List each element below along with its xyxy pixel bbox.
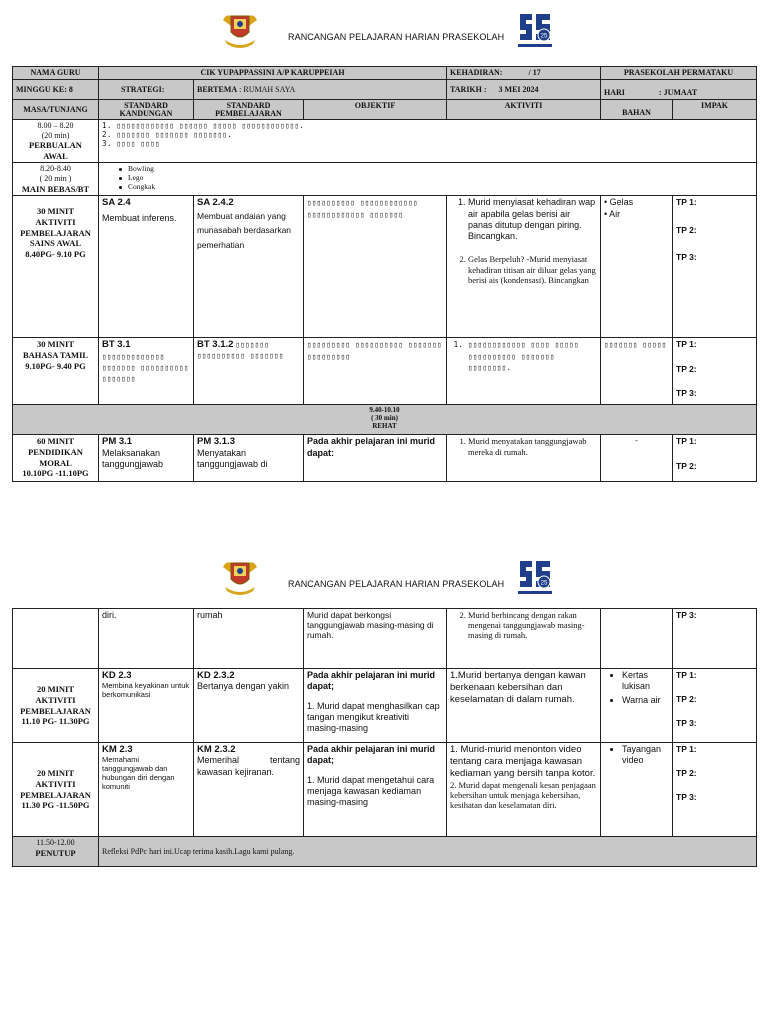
- kd-sk: [99, 669, 194, 743]
- tp1-label: TP 1:: [676, 670, 697, 680]
- kd-sp-code: KD 2.3.2: [197, 670, 235, 681]
- page-header-2: [0, 557, 768, 601]
- tarikh-cell: [447, 80, 601, 100]
- list-item: • Gelas: [604, 197, 634, 208]
- row-sains-awal: [13, 196, 757, 338]
- row-pendidikan-moral: [13, 435, 757, 482]
- tp1-label: TP 1:: [676, 436, 697, 447]
- sains-sp: [194, 196, 304, 338]
- km-sp-code: KM 2.3.2: [197, 744, 236, 755]
- info-row-2: [13, 80, 757, 100]
- km-sk: [99, 743, 194, 837]
- mainbebas-duration: ( 20 min ): [39, 173, 72, 183]
- list-item: 1. ▯▯▯▯▯▯▯▯▯▯▯▯ ▯▯▯▯ ▯▯▯▯▯ ▯▯▯▯▯▯▯▯▯▯ ▯▯▯▯▯▯▯ ▯▯▯▯▯▯▯▯.: [468, 339, 597, 373]
- hari-cell: [601, 80, 757, 100]
- svg-text:25: 25: [540, 33, 548, 40]
- moral-cont-aktiviti: [447, 609, 601, 669]
- sains-sp-code: SA 2.4.2: [197, 197, 234, 209]
- list-item: • Kertas lukisan: [622, 670, 669, 693]
- tp2-label: TP 2:: [676, 768, 697, 779]
- sains-sk-code: SA 2.4: [102, 197, 131, 209]
- tp2-label: TP 2:: [676, 460, 697, 471]
- program-logo-icon: [516, 10, 554, 50]
- hari-label: HARI: [604, 88, 625, 98]
- km-sp-text: Memerihal tentang kawasan kejiranan.: [197, 755, 300, 777]
- mainbebas-name: MAIN BEBAS/BT: [21, 183, 90, 194]
- strategi-label: STRATEGI:: [99, 80, 194, 100]
- tamil-sp-text: ▯▯▯▯▯▯▯ ▯▯▯▯▯▯▯▯▯▯ ▯▯▯▯▯▯▯: [197, 340, 284, 360]
- km-aktiviti-2: 2. Murid dapat mengenali kesan penjagaan kebersihan untuk menjaga kebersihan, kesihatan dan keselamatan diri.: [450, 779, 596, 810]
- nama-guru-label: NAMA GURU: [13, 67, 99, 80]
- perbualan-content: [99, 120, 757, 163]
- col-standard-kandungan: STANDARD KANDUNGAN: [99, 100, 194, 120]
- mainbebas-time: 8.20-8.40: [40, 164, 71, 174]
- page-header-1: [0, 10, 768, 54]
- row-rehat: [13, 405, 757, 435]
- sains-aktiviti: [447, 196, 601, 338]
- kd-sp: [194, 669, 304, 743]
- list-item: • Warna air: [622, 695, 669, 706]
- list-item: Lego: [115, 173, 753, 182]
- moral-sk-code: PM 3.1: [102, 436, 133, 448]
- tp2-label: TP 2:: [676, 694, 697, 705]
- km-aktiviti: [447, 743, 601, 837]
- col-impak: IMPAK: [673, 100, 757, 120]
- sains-sp-text: Membuat andaian yang munasabah berdasarkan pemerhatian: [197, 210, 292, 250]
- list-item: Bowling: [115, 164, 753, 173]
- info-row-1: [13, 67, 757, 80]
- list-item: • Air: [604, 208, 621, 219]
- ministry-crest-icon: [221, 557, 259, 597]
- tamil-sp: [194, 338, 304, 405]
- km-objektif-text: 1. Murid dapat mengetahui cara menjaga kawasan kediaman masing-masing: [307, 774, 435, 807]
- minggu-value: 8: [68, 84, 73, 94]
- km-time-cell: [13, 743, 99, 837]
- moral-bahan: -: [601, 435, 673, 482]
- rehat-duration: ( 30 min): [371, 414, 398, 423]
- col-bahan: BAHAN: [601, 100, 673, 120]
- tp1-label: TP 1:: [676, 197, 697, 208]
- moral-aktiviti: [447, 435, 601, 482]
- km-impak: [673, 743, 757, 837]
- list-item: Congkak: [115, 182, 753, 191]
- minggu-cell: [13, 80, 99, 100]
- rehat-time: 9.40-10.10: [369, 406, 400, 415]
- moral-cont-sk: diri.: [99, 609, 194, 669]
- svg-text:25: 25: [540, 580, 548, 587]
- sains-impak: [673, 196, 757, 338]
- kd-sk-code: KD 2.3: [102, 670, 132, 681]
- tp3-label: TP 3:: [676, 610, 697, 620]
- sains-bahan: [601, 196, 673, 338]
- list-item: 3. ▯▯▯▯ ▯▯▯▯: [102, 139, 160, 148]
- lesson-plan-table-1: [12, 66, 757, 482]
- bertema-label: BERTEMA: [197, 84, 238, 94]
- tp3-label: TP 3:: [676, 792, 697, 803]
- nama-guru-value: CIK YUPAPPASSINI A/P KARUPPEIAH: [99, 67, 447, 80]
- perbualan-name: PERBUALAN AWAL: [29, 140, 82, 161]
- moral-sp-text: Menyatakan tanggungjawab di: [197, 447, 268, 470]
- list-item: 1. Murid menyiasat kehadiran wap air apabila gelas berisi air panas ditutup dengan piring. Bincangkan.: [468, 197, 597, 242]
- km-name: AKTIVITI PEMBELAJARAN: [20, 778, 91, 800]
- list-item: 2. Gelas Berpeluh? -Murid menyiasat kehadiran titisan air diluar gelas yang berisi ais (kondensasi). Bincangkan: [468, 254, 597, 285]
- moral-name: PENDIDIKAN MORAL: [28, 446, 83, 468]
- bertema-cell: [194, 80, 447, 100]
- tamil-sp-code: BT 3.1.2: [197, 339, 234, 351]
- moral-cont-sp: rumah: [194, 609, 304, 669]
- col-aktiviti: AKTIVITI: [447, 100, 601, 120]
- sains-objektif: ▯▯▯▯▯▯▯▯▯▯ ▯▯▯▯▯▯▯▯▯▯▯▯ ▯▯▯▯▯▯▯▯▯▯▯▯ ▯▯▯▯▯▯▯: [304, 196, 447, 338]
- kd-objektif-text: 1. Murid dapat menghasilkan cap tangan mengikut kreativiti masing-masing: [307, 700, 440, 733]
- kd-time-cell: [13, 669, 99, 743]
- row-kd: [13, 669, 757, 743]
- row-km: [13, 743, 757, 837]
- perbualan-duration: (20 min): [41, 130, 70, 140]
- moral-sp-code: PM 3.1.3: [197, 436, 236, 448]
- penutup-name: PENUTUP: [35, 847, 76, 858]
- program-logo-icon: [516, 557, 554, 597]
- tarikh-label: TARIKH :: [450, 84, 487, 94]
- kd-name: AKTIVITI PEMBELAJARAN: [20, 694, 91, 716]
- rehat-cell: [13, 405, 757, 435]
- row-bahasa-tamil: [13, 338, 757, 405]
- penutup-time: 11.50-12.00: [36, 838, 75, 847]
- kehadiran-label: KEHADIRAN:: [450, 68, 503, 77]
- minggu-label: MINGGU KE:: [16, 84, 67, 94]
- col-masa: MASA/TUNJANG: [13, 100, 99, 120]
- hari-value: : JUMAAT: [658, 88, 698, 98]
- kd-bahan: [601, 669, 673, 743]
- moral-time-cell: [13, 435, 99, 482]
- km-sk-code: KM 2.3: [102, 744, 133, 755]
- tamil-sk-code: BT 3.1: [102, 339, 131, 351]
- ministry-crest-icon: [221, 10, 259, 50]
- kehadiran-cell: [447, 67, 601, 80]
- sains-name: AKTIVITI PEMBELAJARAN SAINS AWAL: [20, 216, 91, 249]
- moral-cont-objektif: Murid dapat berkongsi tanggungjawab masing-masing di rumah.: [304, 609, 447, 669]
- lesson-plan-table-2: [12, 608, 757, 867]
- rehat-name: REHAT: [372, 422, 397, 431]
- moral-sp: [194, 435, 304, 482]
- tp3-label: TP 3:: [676, 251, 697, 262]
- bertema-value: : RUMAH SAYA: [239, 84, 296, 94]
- moral-sk-text: Melaksanakan tanggungjawab: [102, 447, 164, 470]
- tamil-duration: 30 MINIT: [36, 339, 75, 350]
- tp3-label: TP 3:: [676, 387, 697, 398]
- tp2-label: TP 2:: [676, 224, 697, 235]
- sains-time: 8.40PG- 9.10 PG: [25, 248, 86, 259]
- km-bahan: [601, 743, 673, 837]
- sekolah-name: PRASEKOLAH PERMATAKU: [601, 67, 757, 80]
- km-sp: [194, 743, 304, 837]
- kehadiran-value: / 17: [528, 68, 541, 77]
- kd-time: 11.10 PG- 11.30PG: [21, 716, 90, 727]
- list-item: • Tayangan video: [622, 744, 669, 767]
- tamil-time: 9.10PG- 9.40 PG: [25, 360, 86, 371]
- moral-cont-time-cell: [13, 609, 99, 669]
- kd-objektif: [304, 669, 447, 743]
- tamil-sk: [99, 338, 194, 405]
- tp2-label: TP 2:: [676, 363, 697, 374]
- kd-sp-text: Bertanya dengan yakin: [197, 681, 290, 692]
- moral-time: 10.10PG -11.10PG: [22, 468, 89, 479]
- kd-objektif-head: Pada akhir pelajaran ini murid dapat;: [307, 670, 436, 692]
- moral-impak: [673, 435, 757, 482]
- kd-sk-text: Membina keyakinan untuk berkomunikasi: [102, 681, 190, 700]
- km-objektif: [304, 743, 447, 837]
- kd-impak: [673, 669, 757, 743]
- km-duration: 20 MINIT: [36, 768, 75, 779]
- moral-objektif: Pada akhir pelajaran ini murid dapat:: [304, 435, 447, 482]
- km-sk-text: Memahami tanggungjawab dan hubungan diri dengan komuniti: [102, 755, 175, 792]
- tamil-bahan: ▯▯▯▯▯▯▯ ▯▯▯▯▯: [601, 338, 673, 405]
- col-standard-pembelajaran: STANDARD PEMBELAJARAN: [194, 100, 304, 120]
- list-item: 2. ▯▯▯▯▯▯▯ ▯▯▯▯▯▯▯ ▯▯▯▯▯▯▯.: [102, 130, 233, 139]
- tamil-time-cell: [13, 338, 99, 405]
- row-main-bebas: [13, 163, 757, 196]
- perbualan-time: 8.00 – 8.20: [37, 121, 74, 130]
- sains-time-cell: [13, 196, 99, 338]
- list-item: 2. Murid berbincang dengan rakan mengenai tanggungjawab masing-masing di rumah.: [468, 610, 597, 641]
- tp3-label: TP 3:: [676, 718, 697, 729]
- kd-aktiviti: 1.Murid bertanya dengan kawan berkenaan kebersihan dan keselamatan di dalam rumah.: [447, 669, 601, 743]
- moral-duration: 60 MINIT: [36, 436, 75, 447]
- moral-cont-impak: [673, 609, 757, 669]
- sains-sk: [99, 196, 194, 338]
- tp1-label: TP 1:: [676, 339, 697, 350]
- moral-cont-bahan: [601, 609, 673, 669]
- column-header-row: [13, 100, 757, 120]
- sains-sk-text: Membuat inferens.: [102, 212, 177, 223]
- perbualan-time-cell: [13, 120, 99, 163]
- penutup-text: Refleksi PdPc hari ini.Ucap terima kasih.Lagu kami pulang.: [99, 837, 757, 867]
- tamil-objektif: ▯▯▯▯▯▯▯▯▯ ▯▯▯▯▯▯▯▯▯▯ ▯▯▯▯▯▯▯ ▯▯▯▯▯▯▯▯▯: [304, 338, 447, 405]
- list-item: 1. Murid menyatakan tanggungjawab mereka di rumah.: [468, 436, 597, 456]
- tarikh-value: 3 MEI 2024: [498, 84, 539, 94]
- tamil-impak: [673, 338, 757, 405]
- tp1-label: TP 1:: [676, 744, 697, 754]
- sains-duration: 30 MINIT: [36, 206, 75, 217]
- tamil-aktiviti: [447, 338, 601, 405]
- col-objektif: OBJEKTIF: [304, 100, 447, 120]
- penutup-time-cell: [13, 837, 99, 867]
- page-title: RANCANGAN PELAJARAN HARIAN PRASEKOLAH: [288, 32, 505, 42]
- km-aktiviti-1: 1. Murid-murid menonton video tentang cara menjaga kawasan kediaman yang bersih tanpa kotor.: [450, 744, 596, 779]
- list-item: 1. ▯▯▯▯▯▯▯▯▯▯▯▯ ▯▯▯▯▯▯ ▯▯▯▯▯ ▯▯▯▯▯▯▯▯▯▯▯▯.: [102, 121, 305, 130]
- mainbebas-time-cell: [13, 163, 99, 196]
- kd-duration: 20 MINIT: [36, 684, 75, 695]
- km-time: 11.30 PG -11.50PG: [21, 800, 90, 811]
- mainbebas-content: [99, 163, 757, 196]
- moral-sk: [99, 435, 194, 482]
- tamil-sk-text: ▯▯▯▯▯▯▯▯▯▯▯▯▯ ▯▯▯▯▯▯▯ ▯▯▯▯▯▯▯▯▯▯ ▯▯▯▯▯▯▯: [102, 351, 189, 384]
- row-perbualan-awal: [13, 120, 757, 163]
- page-title: RANCANGAN PELAJARAN HARIAN PRASEKOLAH: [288, 579, 505, 589]
- row-penutup: [13, 837, 757, 867]
- tamil-name: BAHASA TAMIL: [22, 349, 89, 360]
- km-objektif-head: Pada akhir pelajaran ini murid dapat;: [307, 744, 436, 766]
- row-moral-continued: [13, 609, 757, 669]
